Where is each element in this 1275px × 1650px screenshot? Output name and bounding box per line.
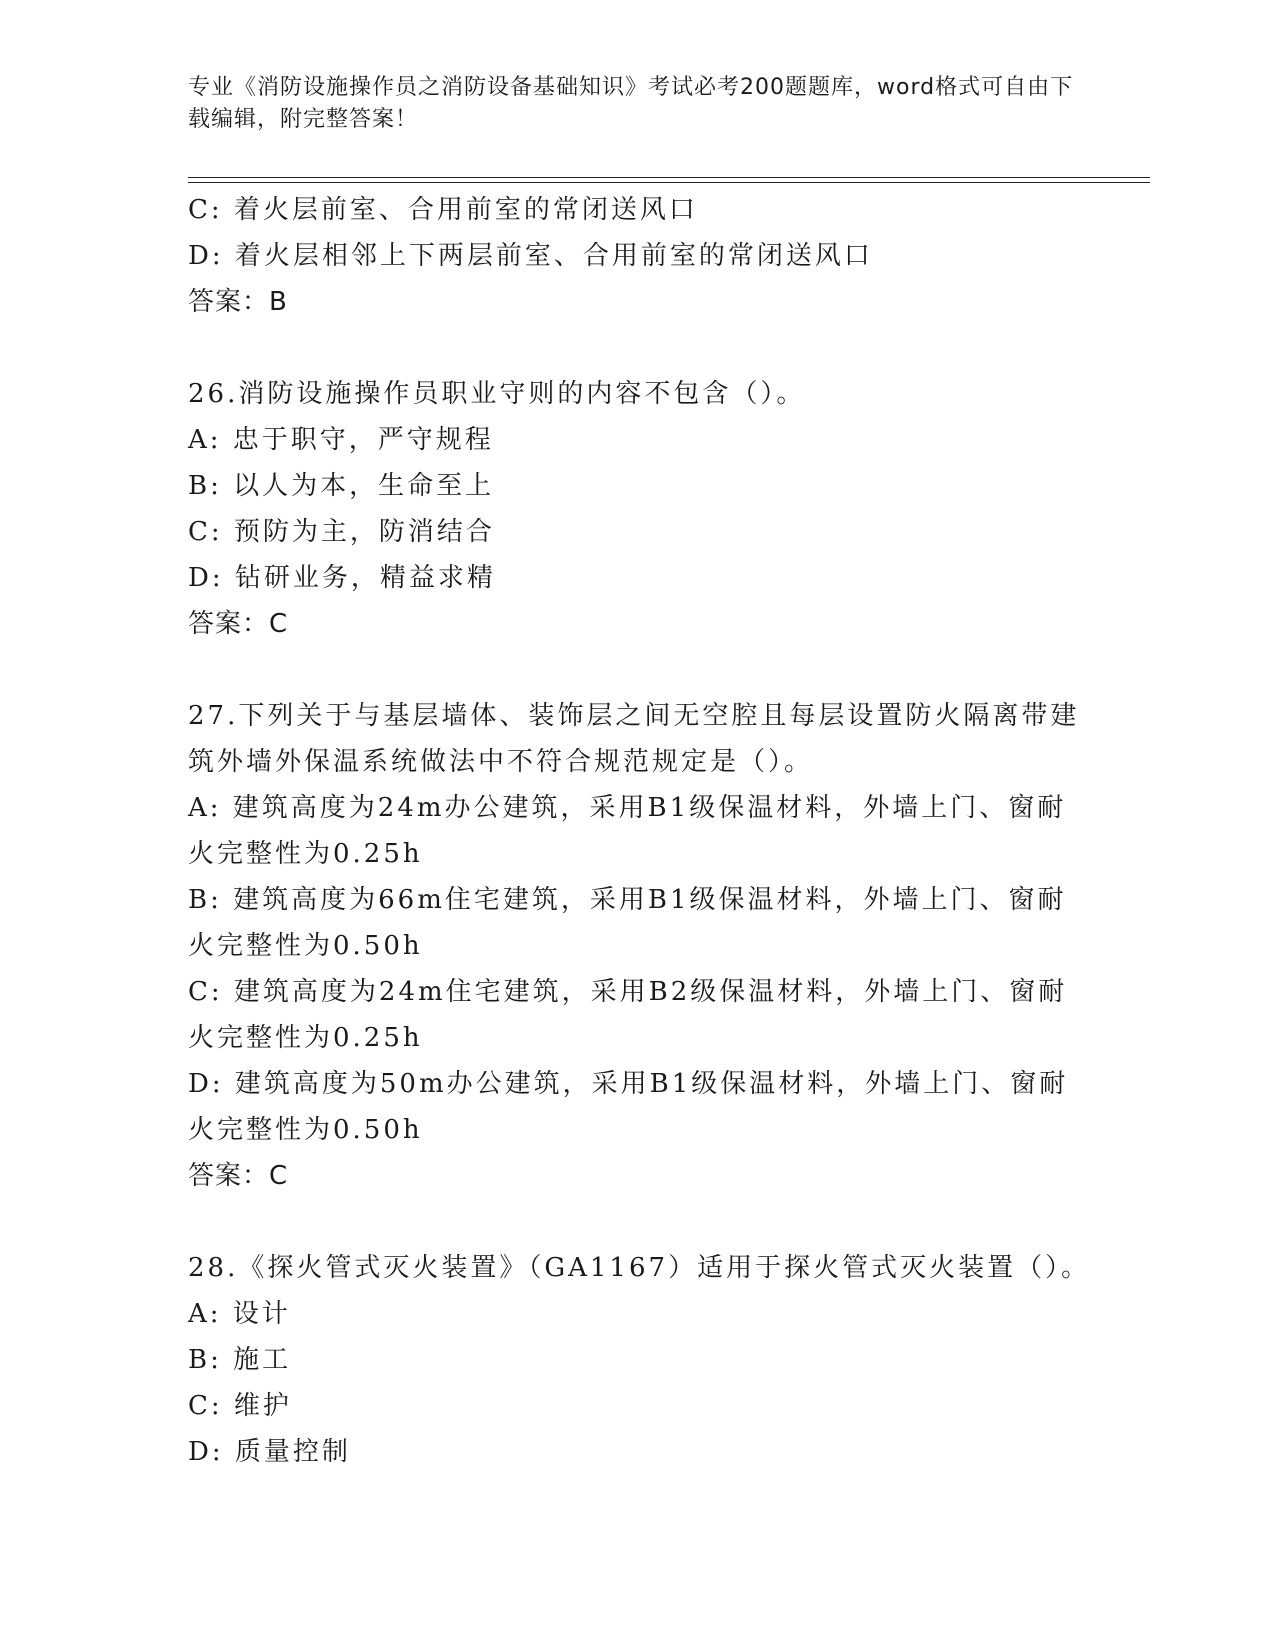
- text-line: D: 着火层相邻上下两层前室、合用前室的常闭送风口: [188, 241, 873, 271]
- text-line: D: 质量控制: [188, 1437, 351, 1467]
- text-line: B: 以人为本，生命至上: [188, 471, 495, 501]
- text-line: C: 维护: [188, 1391, 292, 1421]
- header-rule-bottom: [188, 182, 1150, 183]
- text-line: 火完整性为0.50h: [188, 1115, 423, 1145]
- answer-line: 答案：B: [188, 287, 288, 317]
- text-line: A: 忠于职守，严守规程: [188, 425, 494, 455]
- paragraph-gap: [188, 647, 1088, 693]
- answer-line: 答案：C: [188, 609, 289, 639]
- text-line: B: 建筑高度为66m住宅建筑，采用B1级保温材料，外墙上门、窗耐: [188, 885, 1067, 915]
- document-body: [188, 187, 1091, 1475]
- text-line: A: 建筑高度为24m办公建筑，采用B1级保温材料，外墙上门、窗耐: [188, 793, 1067, 823]
- paragraph-gap: [188, 325, 1088, 371]
- paragraph-gap: [188, 1199, 1088, 1245]
- text-line: C: 着火层前室、合用前室的常闭送风口: [188, 195, 698, 225]
- answer-line: 答案：C: [188, 1161, 289, 1191]
- text-line: D: 建筑高度为50m办公建筑，采用B1级保温材料，外墙上门、窗耐: [188, 1069, 1069, 1099]
- text-line: C: 预防为主，防消结合: [188, 517, 495, 547]
- text-line: B: 施工: [188, 1345, 292, 1375]
- text-line: 筑外墙外保温系统做法中不符合规范规定是（）。: [188, 747, 814, 777]
- text-line: 火完整性为0.25h: [188, 1023, 423, 1053]
- text-line: A: 设计: [188, 1299, 291, 1329]
- text-line: 26.消防设施操作员职业守则的内容不包含（）。: [188, 379, 806, 409]
- text-line: 火完整性为0.50h: [188, 931, 423, 961]
- header-rule-top: [188, 177, 1150, 178]
- text-line: 火完整性为0.25h: [188, 839, 423, 869]
- text-line: C: 建筑高度为24m住宅建筑，采用B2级保温材料，外墙上门、窗耐: [188, 977, 1068, 1007]
- text-line: 27.下列关于与基层墙体、装饰层之间无空腔且每层设置防火隔离带建: [188, 701, 1080, 731]
- text-line: 28.《探火管式灭火装置》（GA1167）适用于探火管式灭火装置（）。: [188, 1253, 1091, 1283]
- document-header: 专业《消防设施操作员之消防设备基础知识》考试必考200题题库，word格式可自由下载编辑，附完整答案！: [188, 75, 1074, 132]
- text-line: D: 钻研业务，精益求精: [188, 563, 496, 593]
